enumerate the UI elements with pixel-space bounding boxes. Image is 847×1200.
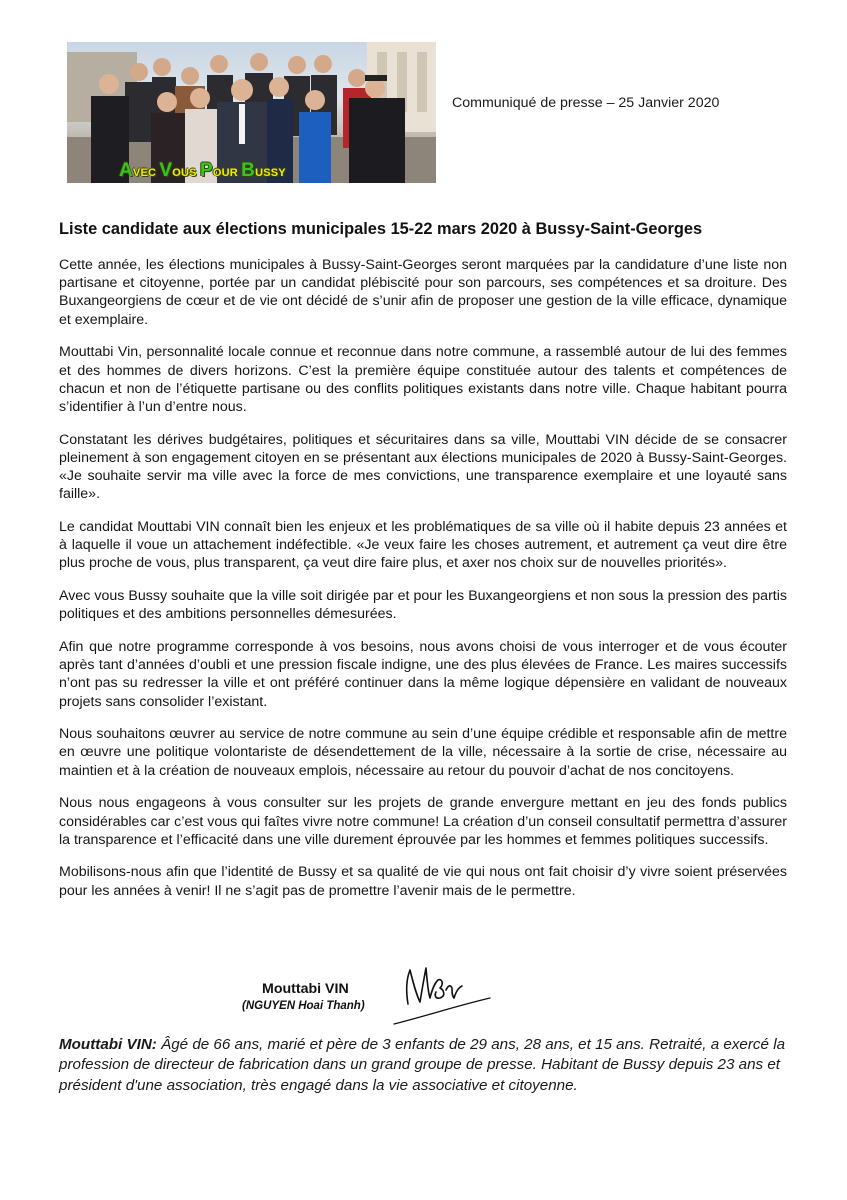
signatory-birth-name: (NGUYEN Hoai Thanh) [242, 1000, 365, 1012]
body-text [59, 256, 787, 914]
press-release-date: Communiqué de presse – 25 Janvier 2020 [452, 95, 720, 111]
paragraph: Avec vous Bussy souhaite que la ville soit dirigée par et pour les Buxangeorgiens et non sous la pression des partis politiques et des ambitions personnelles démesurées. [59, 588, 787, 623]
paragraph: Afin que notre programme corresponde à vos besoins, nous avons choisi de vous interroger et de vous écouter après tant d’années d’oubli et une pression fiscale indigne, une des plus élevées de France. Les maires successifs n’ont pas su redresser la ville et ont préféré continuer dans la même logique dépensière en validant de nouveaux projets sans consolider l’existant. [59, 638, 787, 710]
bio-text: Âgé de 66 ans, marié et père de 3 enfants de 29 ans, 28 ans, et 15 ans. Retraité, a exercé la profession de directeur de fabrication dans un grand groupe de presse. Habitant de Bussy depuis 23 ans et président d'une association, très engagé dans la vie associative et citoyenne. [59, 1036, 786, 1094]
paragraph: Cette année, les élections municipales à Bussy-Saint-Georges seront marquées par la candidature d’une liste non partisane et citoyenne, portée par un candidat plébiscité pour son parcours, ses compétences et sa droiture. Des Buxangeorgiens de cœur et de vie ont décidé de s’unir afin de proposer une gestion de la ville efficace, dynamique et exemplaire. [59, 257, 787, 328]
handwritten-signature [386, 962, 496, 1028]
document-title: Liste candidate aux élections municipales 15-22 mars 2020 à Bussy-Saint-Georges [59, 220, 703, 238]
logo-initial: A [119, 160, 133, 181]
paragraph: Nous nous engageons à vous consulter sur les projets de grande envergure mettant en jeu des fonds publics considérables car c’est vous qui faîtes vivre notre commune! La création d’un conseil consultatif permettra d’assurer la transparence et l’efficacité dans une ville durement éprouvée par les hommes et femmes politiques successifs. [59, 795, 787, 848]
logo-initial: P [199, 160, 213, 181]
logo-rest: USSY [255, 167, 286, 179]
signatory-name: Mouttabi VIN [262, 981, 349, 997]
paragraph: Mobilisons-nous afin que l’identité de Bussy et sa qualité de vie qui nous ont fait choisir d’y vivre soient préservées pour les années à venir! Il ne s’agit pas de promettre l’avenir mais de le permettre. [59, 864, 787, 899]
logo-rest: VEC [132, 167, 157, 179]
candidate-bio [59, 1035, 799, 1096]
paragraph: Constatant les dérives budgétaires, politiques et sécuritaires dans sa ville, Mouttabi VIN décide de se consacrer pleinement à son engagement citoyen en se présentant aux élections municipales de 2020 à Bussy-Saint-Georges. «Je souhaite servir ma ville avec la force de mes convictions, une transparence exemplaire et une loyauté sans faille». [59, 431, 787, 503]
paragraph: Nous souhaitons œuvrer au service de notre commune au sein d’une équipe crédible et responsable afin de mettre en œuvre une politique volontariste de désendettement de la ville, nécessaire à la sortie de crise, nécessaire au maintien et à la création de nouveaux emplois, nécessaire au retour du pouvoir d’achat de nos concitoyens. [59, 726, 787, 779]
logo-initial: V [159, 160, 173, 181]
group-photo [67, 42, 436, 183]
campaign-logo [119, 160, 286, 182]
logo-rest: OUR [212, 167, 238, 179]
bio-label: Mouttabi VIN: [59, 1036, 157, 1053]
logo-initial: B [241, 160, 256, 181]
paragraph: Mouttabi Vin, personnalité locale connue et reconnue dans notre commune, a rassemblé autour de lui des femmes et des hommes de divers horizons. C’est la première équipe constituée autour des talents et compétences de chacun et non de l’étiquette partisane ou des conflits politiques existants dans notre ville. Chaque habitant pourra s’identifier à l’un d’entre nous. [59, 344, 787, 415]
paragraph: Le candidat Mouttabi VIN connaît bien les enjeux et les problématiques de sa ville où il habite depuis 23 années et à laquelle il voue un attachement indéfectible. «Je veux faire les choses autrement, et autrement ça veut dire être plus proche de vous, plus transparent, ça veut dire faire plus, et axer nos choix sur de nouvelles priorités». [59, 518, 787, 572]
logo-rest: OUS [172, 167, 197, 179]
